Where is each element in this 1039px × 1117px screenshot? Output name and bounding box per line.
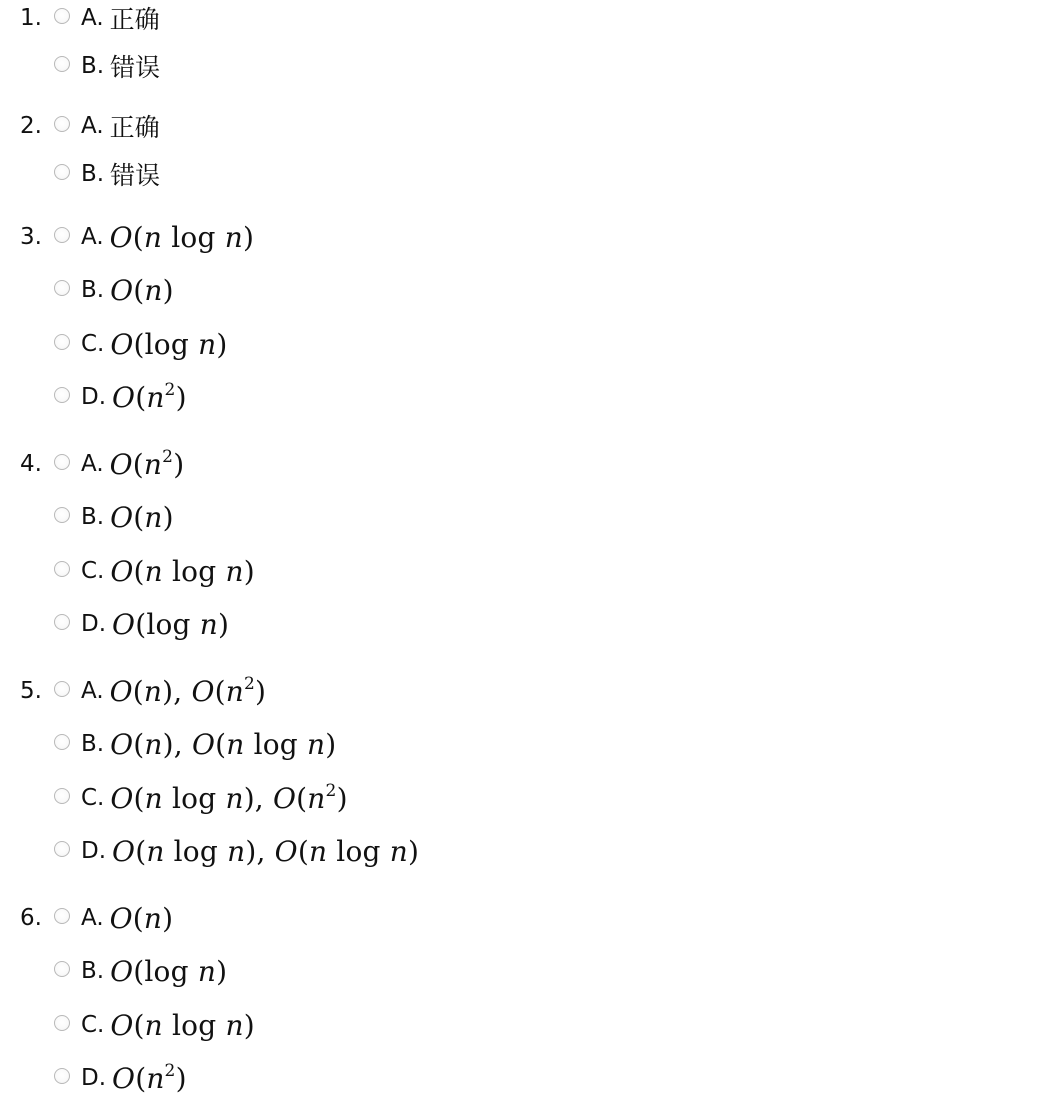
question-number: 1.: [20, 5, 42, 31]
option-text: 正确: [109, 5, 160, 34]
option-letter: A.: [81, 451, 104, 477]
option-b[interactable]: [54, 499, 174, 535]
option-letter: B.: [81, 504, 105, 530]
radio-button[interactable]: [54, 561, 70, 577]
option-text: O(n): [109, 901, 174, 935]
option-letter: B.: [81, 958, 105, 984]
option-letter: D.: [81, 1065, 107, 1091]
option-text: O(n): [110, 500, 174, 534]
option-letter: A.: [81, 113, 104, 139]
option-letter: A.: [81, 5, 104, 31]
radio-button[interactable]: [54, 56, 70, 72]
option-d[interactable]: [54, 379, 187, 415]
option-b[interactable]: [54, 156, 160, 192]
radio-button[interactable]: [54, 841, 70, 857]
radio-button[interactable]: [54, 681, 70, 697]
option-a[interactable]: [54, 219, 254, 255]
option-text: O(n log n), $O(n^2)$: [110, 780, 348, 815]
option-letter: C.: [81, 785, 105, 811]
option-b[interactable]: [54, 48, 160, 84]
option-a[interactable]: [54, 108, 160, 144]
option-letter: D.: [81, 838, 107, 864]
option-text: O(log n): [112, 607, 230, 641]
option-text: $O(n^2)$: [112, 379, 187, 414]
radio-button[interactable]: [54, 908, 70, 924]
option-a[interactable]: [54, 900, 173, 936]
option-letter: D.: [81, 384, 107, 410]
radio-button[interactable]: [54, 454, 70, 470]
radio-button[interactable]: [54, 227, 70, 243]
radio-button[interactable]: [54, 734, 70, 750]
option-letter: C.: [81, 558, 105, 584]
option-letter: B.: [81, 161, 105, 187]
option-text: $O(n^2)$: [109, 446, 185, 481]
question-number: 2.: [20, 113, 42, 139]
radio-button[interactable]: [54, 280, 70, 296]
radio-button[interactable]: [54, 8, 70, 24]
option-text: O(n log n): [110, 554, 255, 588]
radio-button[interactable]: [54, 1068, 70, 1084]
option-b[interactable]: [54, 953, 227, 989]
option-letter: A.: [81, 224, 104, 250]
option-text: 错误: [110, 161, 161, 190]
option-c[interactable]: [54, 780, 348, 816]
question-number: 4.: [20, 451, 42, 477]
option-letter: C.: [81, 1012, 105, 1038]
option-letter: B.: [81, 53, 105, 79]
option-text: 正确: [109, 113, 160, 142]
option-text: O(n), O(n log n): [110, 727, 337, 761]
option-text: $O(n^2)$: [112, 1060, 187, 1095]
option-text: O(n): [110, 273, 174, 307]
question-number: 3.: [20, 224, 42, 250]
radio-button[interactable]: [54, 164, 70, 180]
option-a[interactable]: [54, 673, 266, 709]
radio-button[interactable]: [54, 507, 70, 523]
option-c[interactable]: [54, 553, 255, 589]
option-letter: C.: [81, 331, 105, 357]
option-b[interactable]: [54, 726, 336, 762]
option-d[interactable]: [54, 1060, 187, 1096]
option-letter: A.: [81, 905, 104, 931]
question-number: 5.: [20, 678, 42, 704]
option-text: O(n log n): [110, 1008, 255, 1042]
radio-button[interactable]: [54, 334, 70, 350]
option-letter: D.: [81, 611, 107, 637]
option-letter: A.: [81, 678, 104, 704]
option-letter: B.: [81, 277, 105, 303]
option-text: O(n), $O(n^2)$: [109, 673, 267, 708]
radio-button[interactable]: [54, 961, 70, 977]
option-text: O(n log n): [109, 220, 255, 254]
option-d[interactable]: [54, 606, 229, 642]
option-text: O(log n): [110, 954, 228, 988]
option-text: O(log n): [110, 327, 228, 361]
radio-button[interactable]: [54, 387, 70, 403]
option-a[interactable]: [54, 446, 184, 482]
radio-button[interactable]: [54, 116, 70, 132]
option-a[interactable]: [54, 0, 160, 36]
option-c[interactable]: [54, 1007, 255, 1043]
option-d[interactable]: [54, 833, 419, 869]
option-text: O(n log n), O(n log n): [112, 834, 420, 868]
option-text: 错误: [110, 53, 161, 82]
radio-button[interactable]: [54, 1015, 70, 1031]
radio-button[interactable]: [54, 788, 70, 804]
option-b[interactable]: [54, 272, 174, 308]
question-number: 6.: [20, 905, 42, 931]
option-c[interactable]: [54, 326, 227, 362]
option-letter: B.: [81, 731, 105, 757]
radio-button[interactable]: [54, 614, 70, 630]
